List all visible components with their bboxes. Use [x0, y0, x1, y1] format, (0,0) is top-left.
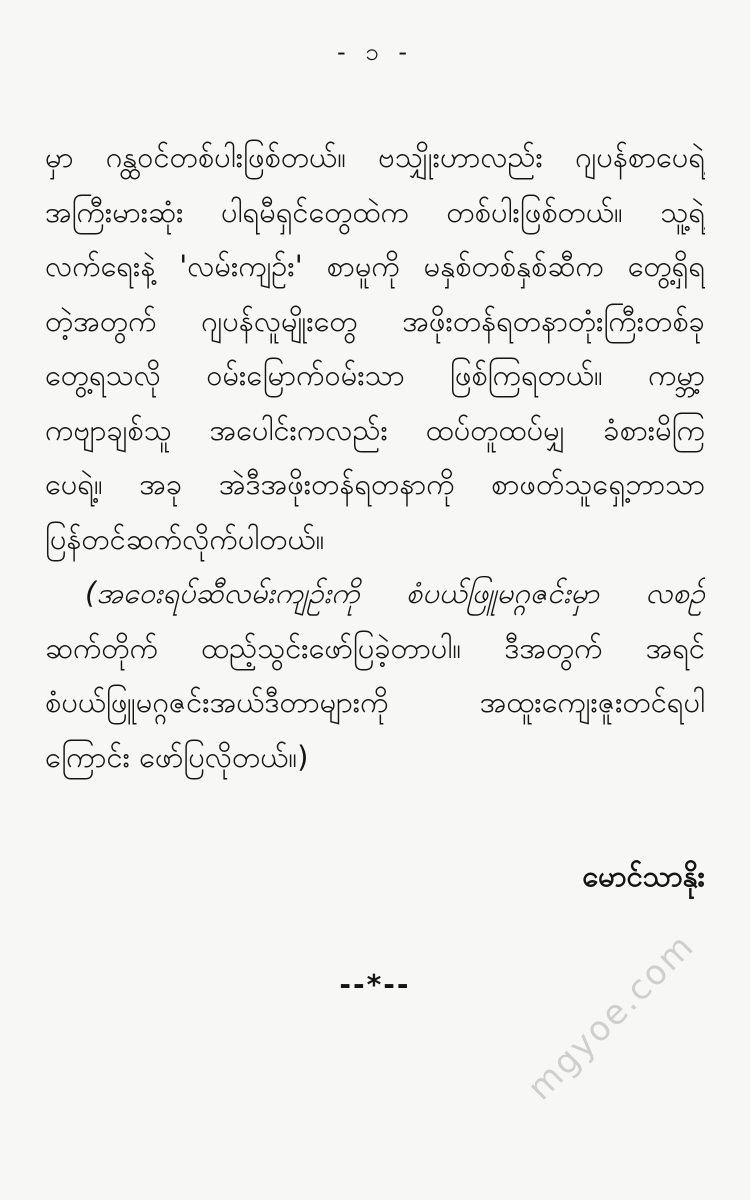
note-line: ကြောင်း ဖော်ပြလိုတယ်။): [45, 739, 309, 774]
body-line: ပေရဲ့။ အခု အဲဒီအဖိုးတန်ရတနာကို စာဖတ်သူရှေ့ဘာသာ: [45, 467, 705, 501]
body-line: တဲ့အတွက် ဂျပန်လူမျိုးတွေ အဖိုးတန်ရတနာတုံးကြီးတစ်ခု: [45, 303, 705, 338]
body-line: လက်ရေးနဲ့ 'လမ်းကျဉ်း' စာမူကို မနှစ်တစ်နှစ်ဆီက တွေ့ရှိရ: [45, 249, 705, 283]
body-line: အကြီးမားဆုံး ပါရမီရှင်တွေထဲက တစ်ပါးဖြစ်တယ်။ သူ့ရဲ့: [45, 194, 705, 229]
body-line: တွေ့ရသလို ဝမ်းမြောက်ဝမ်းသာ ဖြစ်ကြရတယ်။ ကမ္ဘာ့: [45, 358, 705, 392]
note-line: စံပယ်ဖြူမဂ္ဂဇင်းအယ်ဒီတာများကို အထူးကျေးဇူးတင်ရပါ: [45, 685, 705, 719]
note-line: (အဝေးရပ်ဆီလမ်းကျဉ်းကို စံပယ်ဖြူမဂ္ဂဇင်းမှာ လစဉ်: [85, 576, 705, 610]
author-signature: မောင်သာနိုး: [582, 859, 705, 893]
body-line: ကဗျာချစ်သူ အပေါင်းကလည်း ထပ်တူထပ်မျှ ခံစားမိကြ: [45, 412, 705, 447]
page-number: - ၁ -: [336, 38, 414, 66]
note-line: ဆက်တိုက် ထည့်သွင်းဖော်ပြခဲ့တာပါ။ ဒီအတွက် အရင်: [45, 630, 705, 665]
body-line: မှာ ဂန္ထဝင်တစ်ပါးဖြစ်တယ်။ ဗသျှိုးဟာလည်း ဂျပန်စာပေရဲ့: [45, 140, 705, 174]
body-line: ပြန်တင်ဆက်လိုက်ပါတယ်။: [45, 521, 325, 556]
body-text: [45, 130, 705, 784]
watermark: mgyoe.com: [520, 925, 703, 1109]
section-ornament: --*--: [339, 968, 411, 1001]
